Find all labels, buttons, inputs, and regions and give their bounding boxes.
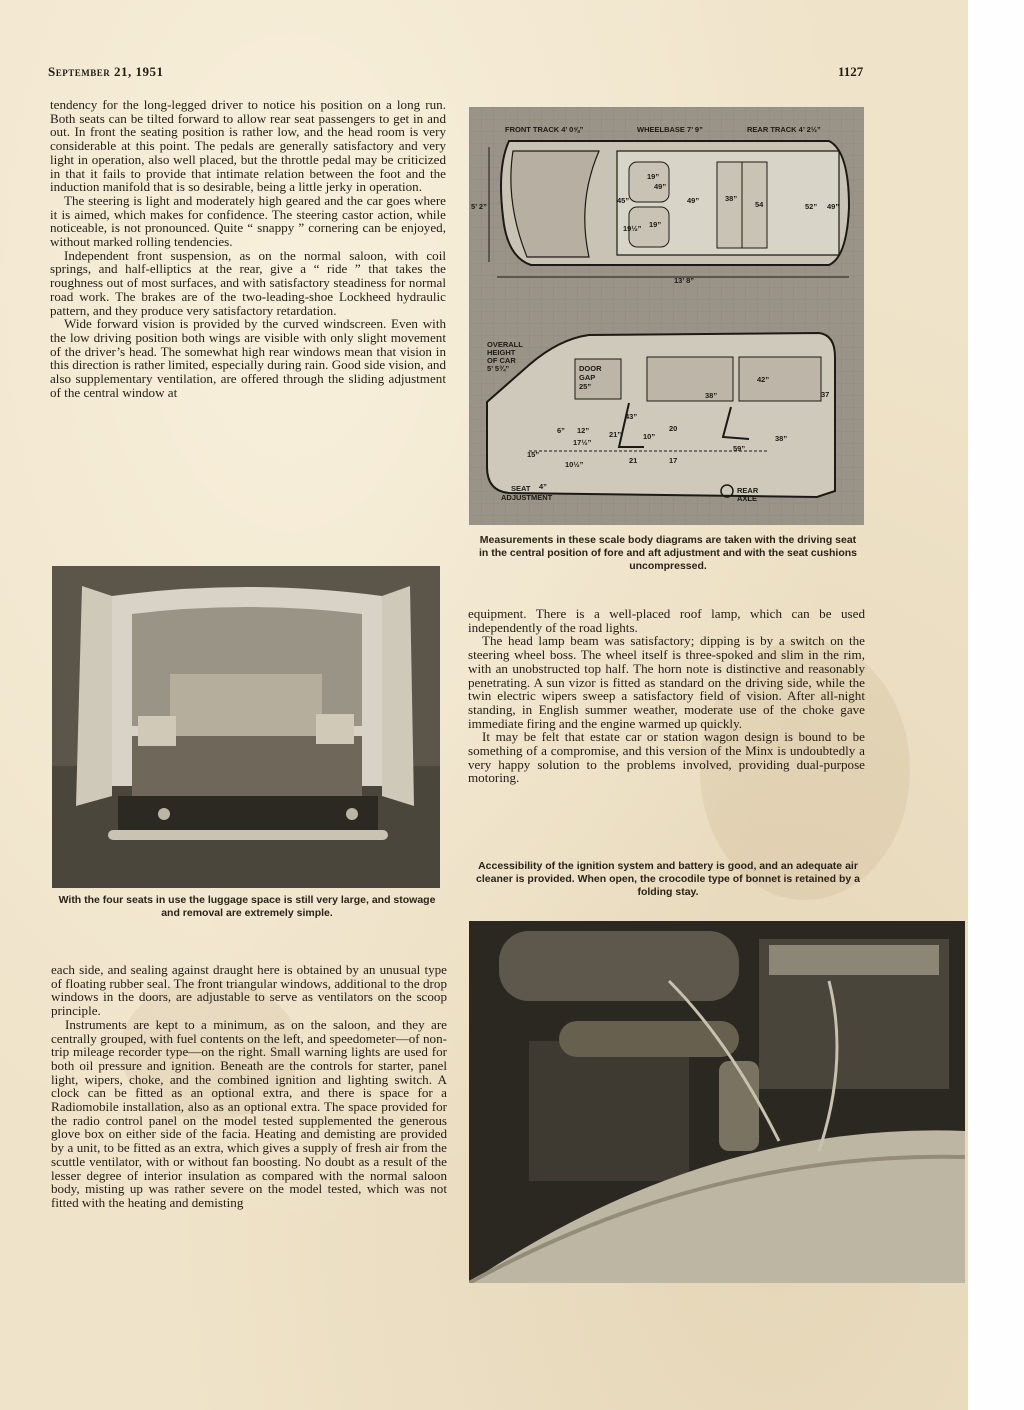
engine-photo-illustration <box>469 921 965 1283</box>
diagram-svg <box>469 107 864 525</box>
plan-dimension: 54 <box>755 200 764 209</box>
scale-body-diagram <box>469 107 864 525</box>
seat-adjustment-dimension: 4” <box>539 482 547 491</box>
side-dimension: 17½” <box>573 438 592 447</box>
door-gap-label: DOOR <box>579 364 602 373</box>
engine-photo-caption: Accessibility of the ignition system and battery is good, and an adequate air cleaner is provided. When open, the crocodile type of bonnet is retained by a folding stay. <box>476 860 860 898</box>
rear-photo-caption: With the four seats in use the luggage space is still very large, and stowage and removal are extremely simple. <box>58 894 436 919</box>
seat-adjustment-label: ADJUSTMENT <box>501 493 553 502</box>
paragraph: tendency for the long-legged driver to notice his position on a long run. Both seats can be tilted forward to allow rear seat passengers to get in and out. In front the seating position is rather low, and the head room is very considerable at this point. The pedals are generally satisfactory and very light in operation, also well placed, but the throttle pedal may be criticized in that it fails to provide that intimate relation between the foot and the induction manifold that is so desirable, being a little jerky in operation. <box>50 97 446 195</box>
left-column-top-text <box>50 98 446 399</box>
side-dimension: 37 <box>821 390 830 399</box>
engine-bay-photo <box>469 921 965 1283</box>
side-view <box>487 333 835 503</box>
side-dimension: 59” <box>733 444 746 453</box>
right-column-text <box>468 607 865 785</box>
paragraph: The steering is light and moderately high geared and the car goes where it is aimed, which makes for confidence. The steering castor action, while noticeable, is not pronounced. Quite “ snappy ” cornering can be enjoyed, without marked rolling tendencies. <box>50 192 446 250</box>
page-number: 1127 <box>838 64 864 79</box>
paragraph: It may be felt that estate car or station wagon design is bound to be something of a compromise, and this version of the Minx is undoubtedly a very happy solution to the problems involved, providing dual-purpose motoring. <box>468 729 865 786</box>
side-dimension: 42” <box>757 375 770 384</box>
paragraph: The head lamp beam was satisfactory; dipping is by a switch on the steering wheel boss. The wheel itself is three-spoked and slim in the rim, with an unobstructed top half. The horn note is distinctive and reasonably penetrating. A sun vizor is fitted as standard on the driving side, while the twin electric wipers sweep a satisfactory field of vision. After all-night standing, in English summer weather, moderate use of the choke gave immediate firing and the engine warmed up quickly. <box>468 633 865 731</box>
side-dimension: 12” <box>577 426 590 435</box>
side-dimension: 38” <box>775 434 788 443</box>
plan-dimension: 38” <box>725 194 738 203</box>
issue-date: September 21, 1951 <box>48 64 164 79</box>
overall-height-label: OVERALL <box>487 340 523 349</box>
seat-adjustment-label: SEAT <box>511 484 531 493</box>
paragraph: Wide forward vision is provided by the curved windscreen. Even with the low driving position both wings are visible with only slight movement of the driver’s head. The somewhat high rear windows mean that vision in this direction is rather limited, especially during rain. Good side vision, and also supplementary ventilation, are offered through the sliding adjustment of the central window at <box>50 316 446 400</box>
side-dimension: 17 <box>669 456 678 465</box>
side-dimension: 6” <box>557 426 565 435</box>
width-label: 5’ 2” <box>471 202 487 211</box>
plan-view <box>471 125 849 285</box>
side-dimension: 38” <box>705 391 718 400</box>
plan-dimension: 19½” <box>623 224 642 233</box>
plan-dimension: 45” <box>617 196 630 205</box>
paragraph: equipment. There is a well-placed roof lamp, which can be used independently of the road lights. <box>468 606 865 635</box>
paragraph: each side, and sealing against draught here is obtained by an unusual type of floating rubber seal. The front triangular windows, additional to the drop windows in the doors, are adjustable to serve as ventilators on the scoop principle. <box>51 962 447 1019</box>
door-gap-label: GAP <box>579 373 596 382</box>
plan-dimension: 49” <box>654 182 667 191</box>
side-dimension: 10½” <box>565 460 584 469</box>
side-dimension: 21” <box>609 430 622 439</box>
plan-dimension: 19” <box>649 220 662 229</box>
rear-axle-label: REAR <box>737 486 759 495</box>
plan-dimension: 52” <box>805 202 818 211</box>
side-dimension: 20 <box>669 424 678 433</box>
rear-track-label: REAR TRACK 4’ 2½” <box>747 125 821 134</box>
length-label: 13’ 8” <box>674 276 695 285</box>
plan-dimension: 19” <box>647 172 660 181</box>
rear-axle-label: AXLE <box>737 494 758 503</box>
door-gap-label: 25” <box>579 382 592 391</box>
left-column-bottom-text <box>51 963 447 1210</box>
side-dimension: 21 <box>629 456 638 465</box>
side-dimension: 15” <box>527 450 540 459</box>
side-dimension: 10” <box>643 432 656 441</box>
plan-dimension: 49” <box>827 202 840 211</box>
plan-dimension: 49” <box>687 196 700 205</box>
wheelbase-label: WHEELBASE 7’ 9” <box>637 125 703 134</box>
diagram-caption: Measurements in these scale body diagrams are taken with the driving seat in the central position of fore and aft adjustment and with the seat cushions uncompressed. <box>478 534 858 572</box>
overall-height-label: 5’ 5¾” <box>487 364 510 373</box>
paragraph: Instruments are kept to a minimum, as on the saloon, and they are centrally grouped, with fuel contents on the left, and speedometer—of non-trip mileage recorder type—on the right. Small warning lights are used for both oil pressure and ignition. Beneath are the controls for starter, panel light, wipers, choke, and the combined ignition and lighting switch. A clock can be fitted as an optional extra, and there is space for a Radiomobile installation, also as an optional extra. The space provided for the radio control panel on the model tested supplemented the generous glove box on either side of the facia. Heating and demisting are provided by a unit, to be fitted as an extra, which gives a supply of fresh air from the scuttle ventilator, with or without fan boosting. No doubt as a result of the lesser degree of interior insulation as compared with the normal saloon body, misting up was rather severe on the model tested, which was not fitted with the heating and demisting <box>51 1016 447 1210</box>
rear-luggage-photo <box>52 566 440 888</box>
paragraph: Independent front suspension, as on the normal saloon, with coil springs, and half-elliptics at the rear, give a “ ride ” that takes the roughness out of most surfaces, and with satisfactory steadiness for normal road work. The brakes are of the two-leading-shoe Lockheed hydraulic pattern, and they produce very satisfactory retardation. <box>50 247 446 318</box>
rear-photo-illustration <box>52 566 440 888</box>
overall-height-label: HEIGHT <box>487 348 516 357</box>
front-track-label: FRONT TRACK 4’ 0⅝” <box>505 125 584 134</box>
side-dimension: 43” <box>625 412 638 421</box>
overall-height-label: OF CAR <box>487 356 516 365</box>
